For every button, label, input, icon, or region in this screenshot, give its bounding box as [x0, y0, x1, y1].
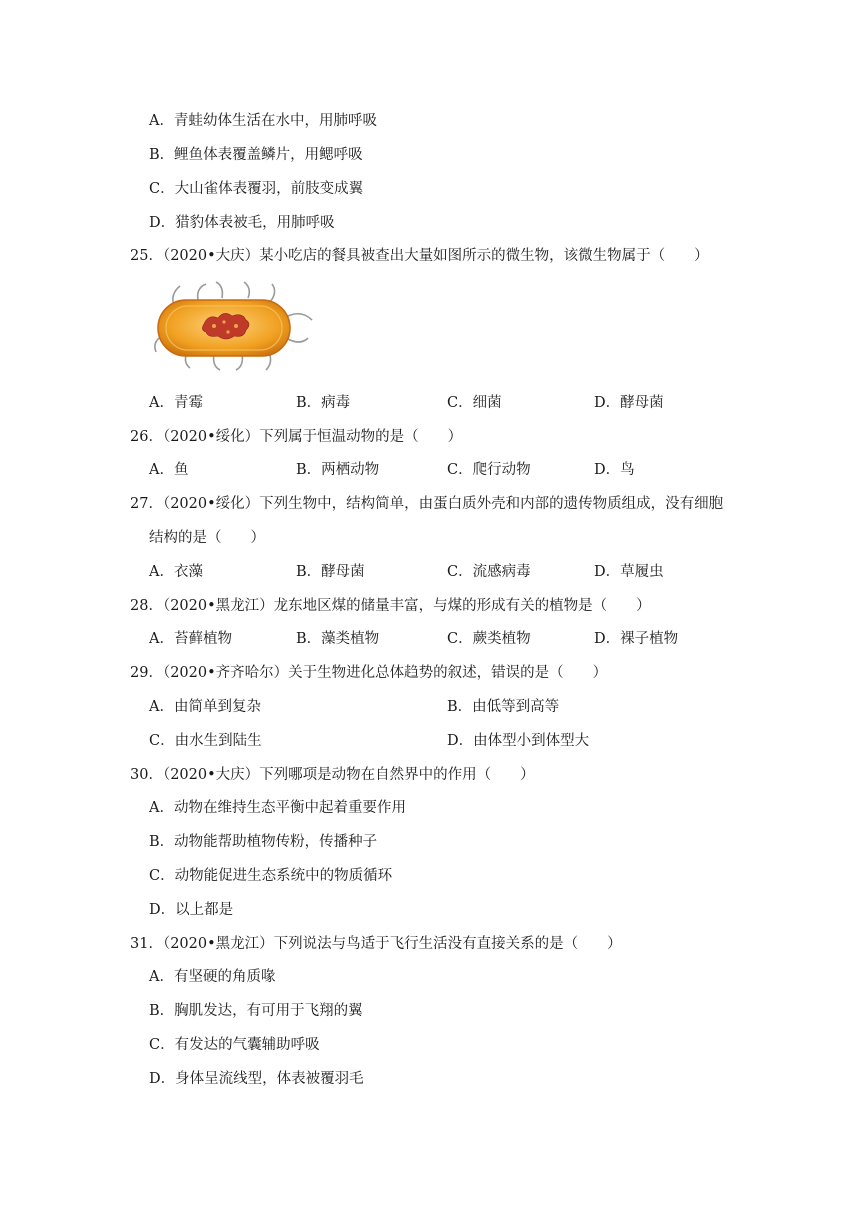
q27-stem-line2: 结构的是（ ）	[149, 530, 265, 546]
q26-option-a: A．鱼	[149, 462, 189, 478]
q31-option-a: A．有坚硬的角质喙	[149, 969, 276, 985]
bacterium-illustration	[152, 280, 314, 372]
q30-option-a: A．动物在维持生态平衡中起着重要作用	[149, 800, 406, 816]
q24-option-c: C．大山雀体表覆羽，前肢变成翼	[149, 181, 364, 197]
q25-stem: 25．（2020•大庆）某小吃店的餐具被查出大量如图所示的微生物，该微生物属于（ ）	[130, 248, 709, 264]
q28-option-d: D．裸子植物	[594, 631, 679, 647]
q29-option-d: D．由体型小到体型大	[447, 733, 590, 749]
q28-option-c: C．蕨类植物	[447, 631, 531, 647]
nucleoid	[202, 313, 249, 339]
q29-option-b: B．由低等到高等	[447, 699, 560, 715]
q26-option-c: C．爬行动物	[447, 462, 531, 478]
q31-option-c: C．有发达的气囊辅助呼吸	[149, 1037, 320, 1053]
q31-stem: 31．（2020•黑龙江）下列说法与鸟适于飞行生活没有直接关系的是（ ）	[130, 936, 622, 952]
q24-option-a: A．青蛙幼体生活在水中，用肺呼吸	[149, 113, 377, 129]
q27-option-c: C．流感病毒	[447, 564, 531, 580]
q27-stem-line1: 27．（2020•绥化）下列生物中，结构简单，由蛋白质外壳和内部的遗传物质组成，没有细胞	[130, 496, 724, 512]
q27-option-b: B．酵母菌	[296, 564, 365, 580]
q28-option-a: A．苔藓植物	[149, 631, 232, 647]
q24-option-b: B．鲤鱼体表覆盖鳞片，用鳃呼吸	[149, 147, 363, 163]
q29-stem: 29．（2020•齐齐哈尔）关于生物进化总体趋势的叙述，错误的是（ ）	[130, 665, 608, 681]
q30-option-b: B．动物能帮助植物传粉，传播种子	[149, 834, 378, 850]
q25-option-c: C．细菌	[447, 395, 502, 411]
q25-option-b: B．病毒	[296, 395, 351, 411]
q30-option-c: C．动物能促进生态系统中的物质循环	[149, 868, 393, 884]
q31-option-b: B．胸肌发达，有可用于飞翔的翼	[149, 1003, 363, 1019]
q28-option-b: B．藻类植物	[296, 631, 380, 647]
q25-option-d: D．酵母菌	[594, 395, 664, 411]
q24-option-d: D．猎豹体表被毛，用肺呼吸	[149, 215, 335, 231]
q30-option-d: D．以上都是	[149, 902, 234, 918]
q27-option-a: A．衣藻	[149, 564, 203, 580]
q27-option-d: D．草履虫	[594, 564, 664, 580]
q31-option-d: D．身体呈流线型，体表被覆羽毛	[149, 1071, 364, 1087]
q26-stem: 26．（2020•绥化）下列属于恒温动物的是（ ）	[130, 429, 463, 445]
q29-option-a: A．由简单到复杂	[149, 699, 261, 715]
q30-stem: 30．（2020•大庆）下列哪项是动物在自然界中的作用（ ）	[130, 767, 535, 783]
q26-option-d: D．鸟	[594, 462, 635, 478]
q29-option-c: C．由水生到陆生	[149, 733, 262, 749]
q28-stem: 28．（2020•黑龙江）龙东地区煤的储量丰富，与煤的形成有关的植物是（ ）	[130, 598, 651, 614]
bacterium-figure	[152, 280, 314, 372]
q26-option-b: B．两栖动物	[296, 462, 380, 478]
q25-option-a: A．青霉	[149, 395, 203, 411]
